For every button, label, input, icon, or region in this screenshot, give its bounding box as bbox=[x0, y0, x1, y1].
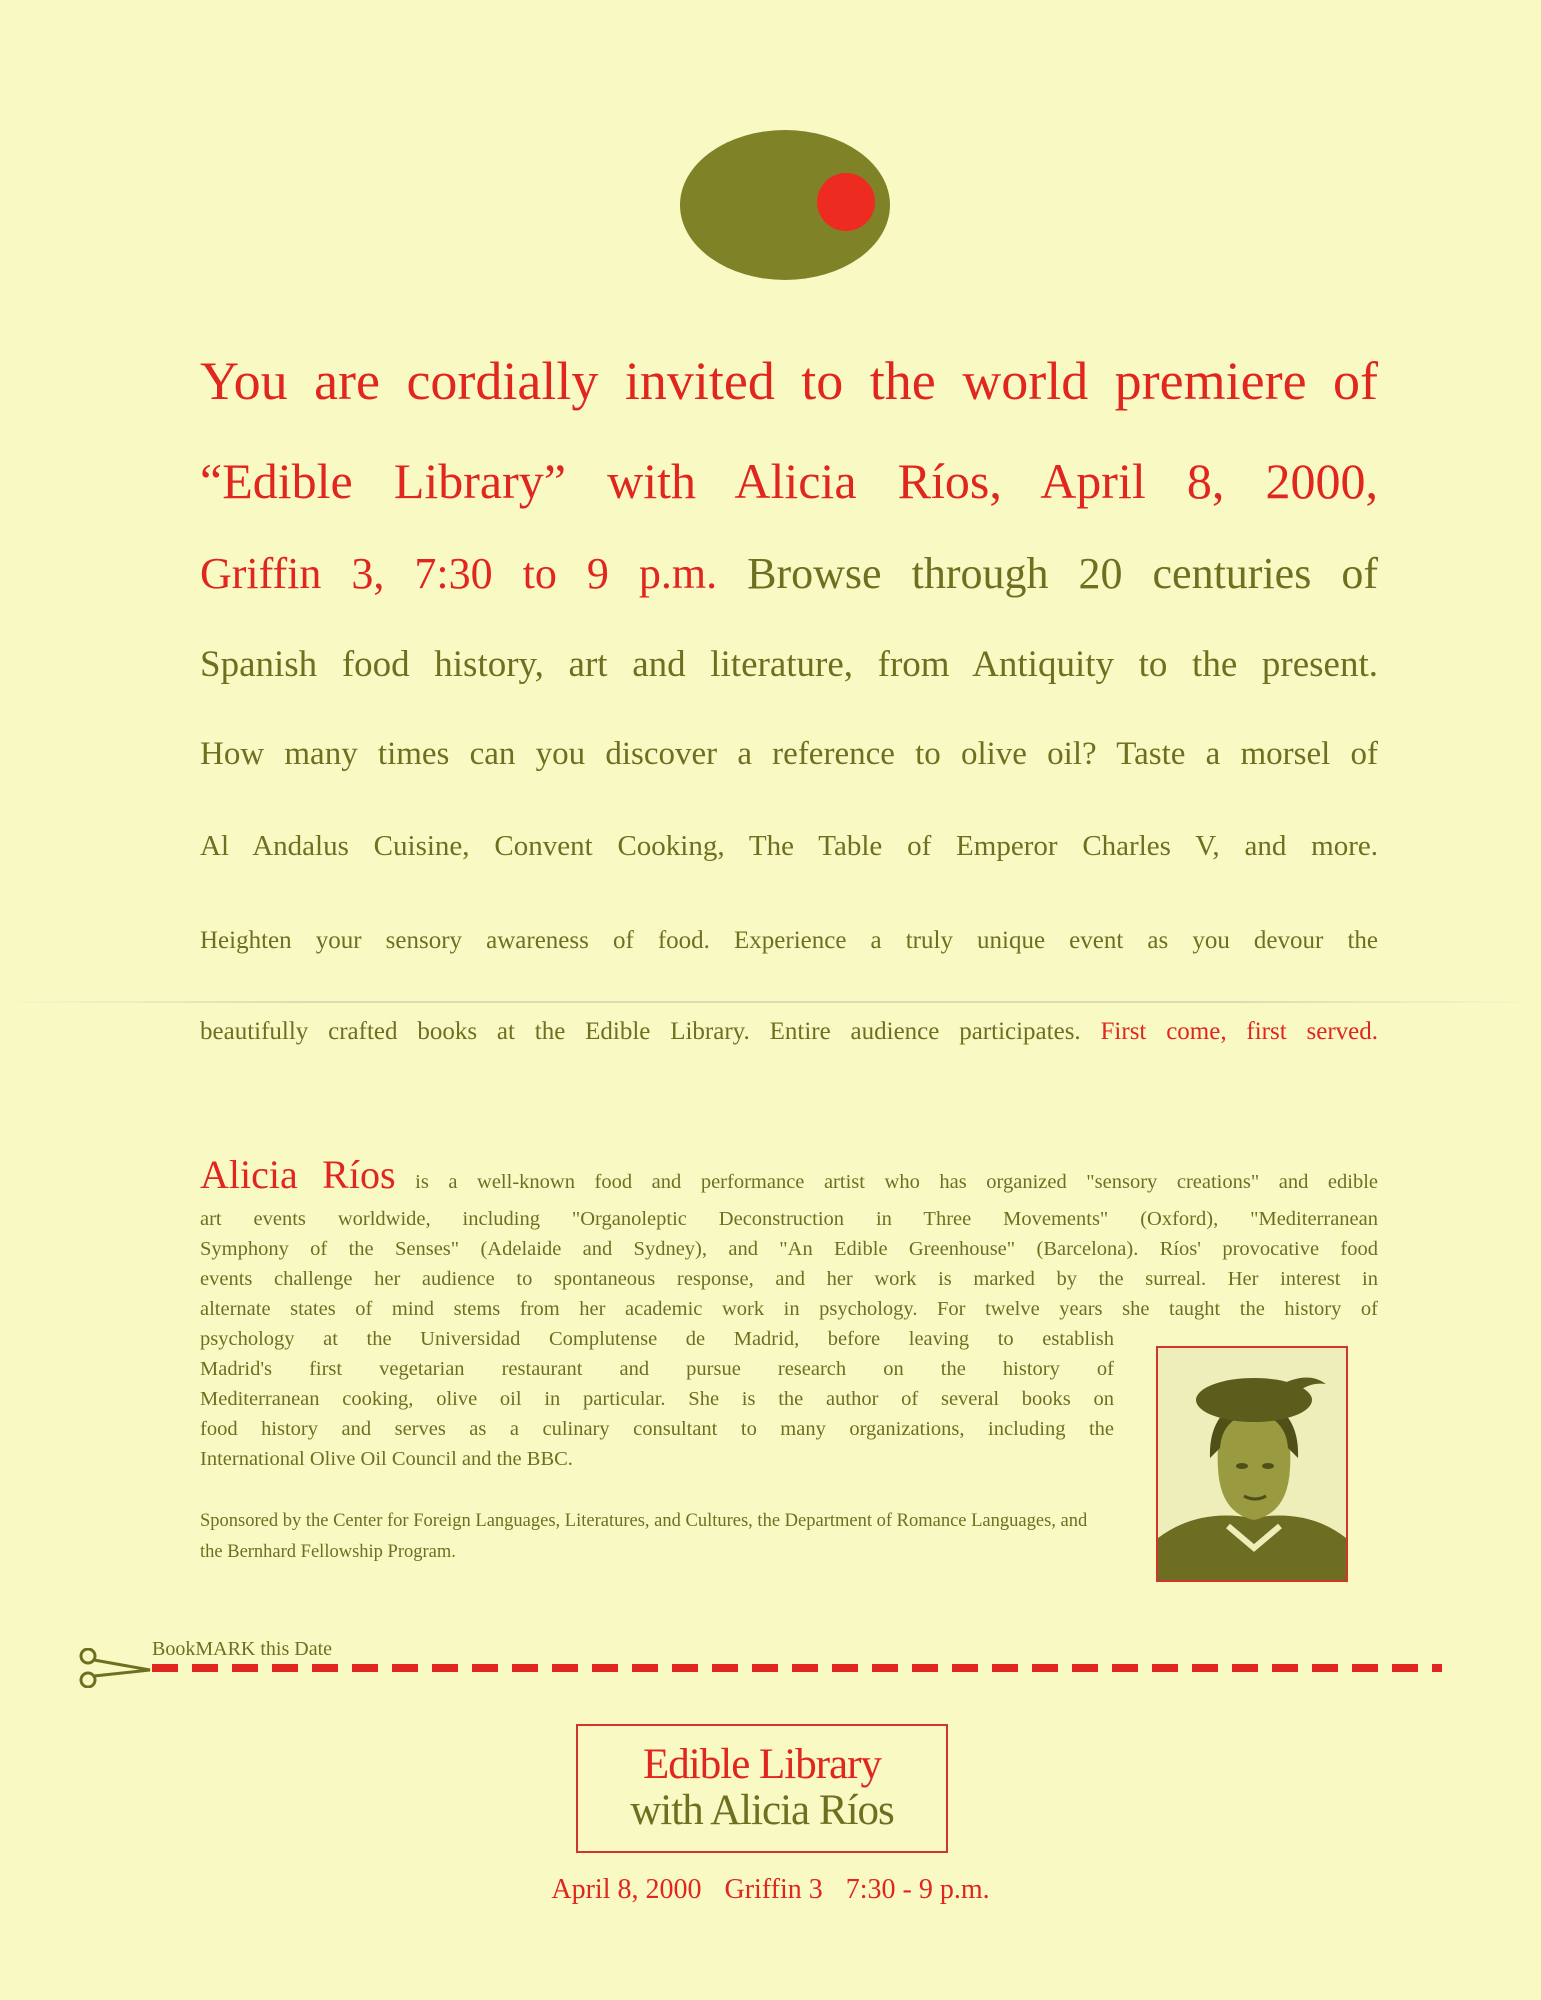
bio-line: International Olive Oil Council and the BBC. bbox=[200, 1448, 573, 1470]
bookmark-event-details bbox=[0, 1874, 1541, 1906]
invitation-line-2: “Edible Library” with Alicia Ríos, April 8, 2000, bbox=[200, 453, 1378, 509]
scissors-icon bbox=[78, 1648, 158, 1693]
event-place: Griffin 3 bbox=[724, 1874, 823, 1905]
invitation-line-1: You are cordially invited to the world premiere of bbox=[200, 351, 1378, 411]
bio-line: art events worldwide, including "Organoleptic Deconstruction in Three Movements" (Oxford), "Mediterranean bbox=[200, 1208, 1378, 1230]
event-date: April 8, 2000 bbox=[551, 1874, 702, 1905]
bio-line: events challenge her audience to spontaneous response, and her work is marked by the surreal. Her interest in bbox=[200, 1268, 1378, 1290]
invitation-line-5: How many times can you discover a reference to olive oil? Taste a morsel of bbox=[200, 736, 1378, 772]
pimento-icon bbox=[817, 173, 875, 231]
bio-line: Madrid's first vegetarian restaurant and pursue research on the history of bbox=[200, 1358, 1114, 1380]
bio-line: psychology at the Universidad Complutense de Madrid, before leaving to establish bbox=[200, 1328, 1114, 1350]
event-location-time: Griffin 3, 7:30 to 9 p.m. bbox=[200, 549, 718, 598]
bio-line: Mediterranean cooking, olive oil in particular. She is the author of several books on bbox=[200, 1388, 1114, 1410]
invitation-line-3 bbox=[200, 548, 1378, 599]
bookmark-label: BookMARK this Date bbox=[152, 1638, 332, 1660]
invitation-line-4: Spanish food history, art and literature, from Antiquity to the present. bbox=[200, 644, 1378, 685]
invitation-line-8-text: beautifully crafted books at the Edible Library. Entire audience participates. bbox=[200, 1018, 1081, 1045]
bio-first-line bbox=[200, 1152, 1379, 1197]
paper-fold bbox=[0, 1001, 1541, 1003]
event-time: 7:30 - 9 p.m. bbox=[845, 1874, 990, 1905]
invitation-line-3-continued: Browse through 20 centuries of bbox=[747, 549, 1378, 598]
bookmark-title-line-2: with Alicia Ríos bbox=[630, 1787, 894, 1834]
bio-name: Alicia Ríos bbox=[200, 1152, 396, 1197]
cut-line bbox=[152, 1664, 1442, 1672]
bio-line: food history and serves as a culinary consultant to many organizations, including the bbox=[200, 1418, 1114, 1440]
invitation-line-7: Heighten your sensory awareness of food. Experience a truly unique event as you devour the bbox=[200, 927, 1378, 954]
bio-intro: is a well-known food and performance artist who has organized "sensory creations" and edible bbox=[415, 1171, 1379, 1193]
bio-line: Symphony of the Senses" (Adelaide and Sydney), and "An Edible Greenhouse" (Barcelona). Ríos' provocative food bbox=[200, 1238, 1378, 1260]
portrait-photo bbox=[1156, 1346, 1348, 1582]
first-come-note: First come, first served. bbox=[1100, 1018, 1379, 1045]
bookmark-title-line-1: Edible Library bbox=[643, 1741, 881, 1788]
sponsor-note: Sponsored by the Center for Foreign Languages, Literatures, and Cultures, the Department of Romance Languages, and the Bernhard Fellowship Program. bbox=[200, 1511, 1088, 1562]
invitation-line-8 bbox=[200, 1018, 1378, 1046]
invitation-line-6: Al Andalus Cuisine, Convent Cooking, The Table of Emperor Charles V, and more. bbox=[200, 830, 1378, 862]
bio-line: alternate states of mind stems from her academic work in psychology. For twelve years she taught the history of bbox=[200, 1298, 1378, 1320]
bookmark-title-box bbox=[576, 1724, 948, 1853]
